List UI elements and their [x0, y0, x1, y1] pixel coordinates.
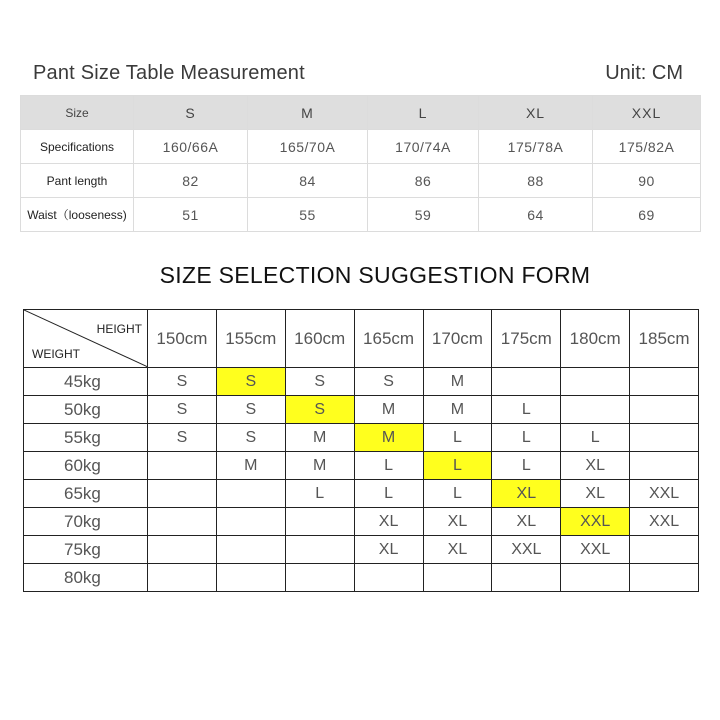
highlighted-size-cell: S — [285, 396, 354, 424]
height-header-cell: 180cm — [561, 310, 630, 368]
size-cell — [492, 564, 561, 592]
size-cell: XL — [423, 536, 492, 564]
table-row — [24, 452, 699, 480]
size-suggestion-table — [23, 309, 699, 592]
row-label: Specifications — [21, 130, 134, 164]
corner-cell — [24, 310, 148, 368]
size-cell: XXL — [630, 480, 699, 508]
table-cell: 160/66A — [134, 130, 248, 164]
table-cell: 175/78A — [479, 130, 593, 164]
size-cell: XL — [561, 452, 630, 480]
measurement-title: Pant Size Table Measurement — [33, 62, 305, 84]
table-cell: 59 — [368, 198, 479, 232]
size-cell: L — [561, 424, 630, 452]
size-cell: S — [148, 396, 217, 424]
weight-label: 60kg — [24, 452, 148, 480]
size-cell: XXL — [561, 536, 630, 564]
header-cell: L — [368, 96, 479, 130]
weight-label: 80kg — [24, 564, 148, 592]
size-cell: XL — [423, 508, 492, 536]
size-cell: S — [216, 396, 285, 424]
header-cell: Size — [21, 96, 134, 130]
height-header-cell: 150cm — [148, 310, 217, 368]
highlighted-size-cell: XXL — [561, 508, 630, 536]
size-cell — [148, 536, 217, 564]
height-header-cell: 155cm — [216, 310, 285, 368]
size-cell — [561, 564, 630, 592]
size-cell: S — [216, 424, 285, 452]
size-cell: M — [423, 396, 492, 424]
table-cell: 84 — [248, 164, 368, 198]
weight-label: 50kg — [24, 396, 148, 424]
table-cell: 82 — [134, 164, 248, 198]
table-row — [21, 130, 701, 164]
weight-label: 65kg — [24, 480, 148, 508]
row-label: Waist（looseness) — [21, 198, 134, 232]
size-cell — [630, 368, 699, 396]
size-cell — [630, 424, 699, 452]
table-cell: 88 — [479, 164, 593, 198]
table-row — [24, 536, 699, 564]
size-cell: L — [285, 480, 354, 508]
size-cell: S — [285, 368, 354, 396]
header-cell: XXL — [593, 96, 701, 130]
size-cell: S — [354, 368, 423, 396]
header-cell: M — [248, 96, 368, 130]
size-cell: XXL — [630, 508, 699, 536]
suggestion-form-title: SIZE SELECTION SUGGESTION FORM — [159, 262, 591, 288]
size-cell: M — [216, 452, 285, 480]
table-cell: 165/70A — [248, 130, 368, 164]
size-cell — [492, 368, 561, 396]
height-header-row — [24, 310, 699, 368]
size-cell — [148, 480, 217, 508]
size-cell — [630, 396, 699, 424]
size-cell: M — [285, 424, 354, 452]
table-row — [24, 508, 699, 536]
size-cell: XL — [354, 536, 423, 564]
size-cell: XL — [561, 480, 630, 508]
height-header-cell: 170cm — [423, 310, 492, 368]
size-cell — [216, 480, 285, 508]
size-cell: M — [423, 368, 492, 396]
size-cell — [285, 536, 354, 564]
size-cell: S — [148, 368, 217, 396]
size-cell — [216, 536, 285, 564]
table-cell: 86 — [368, 164, 479, 198]
table-cell: 51 — [134, 198, 248, 232]
size-cell — [285, 564, 354, 592]
table-cell: 170/74A — [368, 130, 479, 164]
weight-axis-label: WEIGHT — [32, 347, 80, 361]
table-row — [21, 164, 701, 198]
size-cell: M — [354, 396, 423, 424]
table-cell: 69 — [593, 198, 701, 232]
header-cell: XL — [479, 96, 593, 130]
highlighted-size-cell: S — [216, 368, 285, 396]
weight-label: 45kg — [24, 368, 148, 396]
highlighted-size-cell: XL — [492, 480, 561, 508]
size-cell: XXL — [492, 536, 561, 564]
size-cell: L — [492, 424, 561, 452]
highlighted-size-cell: M — [354, 424, 423, 452]
size-cell: XL — [492, 508, 561, 536]
height-axis-label: HEIGHT — [96, 322, 142, 336]
size-cell — [630, 536, 699, 564]
highlighted-size-cell: L — [423, 452, 492, 480]
weight-label: 55kg — [24, 424, 148, 452]
size-cell: XL — [354, 508, 423, 536]
size-cell — [354, 564, 423, 592]
size-cell — [423, 564, 492, 592]
table-row — [21, 198, 701, 232]
size-cell: S — [148, 424, 217, 452]
table-row — [24, 424, 699, 452]
size-cell — [561, 368, 630, 396]
weight-label: 75kg — [24, 536, 148, 564]
size-cell: L — [423, 480, 492, 508]
measurement-header-row — [21, 96, 701, 130]
size-cell — [216, 508, 285, 536]
size-cell: L — [423, 424, 492, 452]
size-cell: L — [492, 396, 561, 424]
height-header-cell: 185cm — [630, 310, 699, 368]
height-header-cell: 165cm — [354, 310, 423, 368]
table-cell: 55 — [248, 198, 368, 232]
size-cell — [561, 396, 630, 424]
size-cell — [148, 452, 217, 480]
size-cell — [148, 564, 217, 592]
size-cell — [285, 508, 354, 536]
table-row — [24, 564, 699, 592]
height-header-cell: 160cm — [285, 310, 354, 368]
size-cell — [630, 564, 699, 592]
height-header-cell: 175cm — [492, 310, 561, 368]
unit-label: Unit: CM — [605, 62, 683, 84]
size-cell: L — [492, 452, 561, 480]
table-cell: 64 — [479, 198, 593, 232]
size-cell — [148, 508, 217, 536]
table-cell: 90 — [593, 164, 701, 198]
measurement-table — [20, 95, 701, 232]
weight-label: 70kg — [24, 508, 148, 536]
row-label: Pant length — [21, 164, 134, 198]
table-row — [24, 480, 699, 508]
size-cell — [630, 452, 699, 480]
size-cell: L — [354, 452, 423, 480]
table-row — [24, 396, 699, 424]
size-cell: L — [354, 480, 423, 508]
table-row — [24, 368, 699, 396]
size-cell — [216, 564, 285, 592]
measurement-title-row — [33, 62, 683, 92]
table-cell: 175/82A — [593, 130, 701, 164]
size-cell: M — [285, 452, 354, 480]
header-cell: S — [134, 96, 248, 130]
